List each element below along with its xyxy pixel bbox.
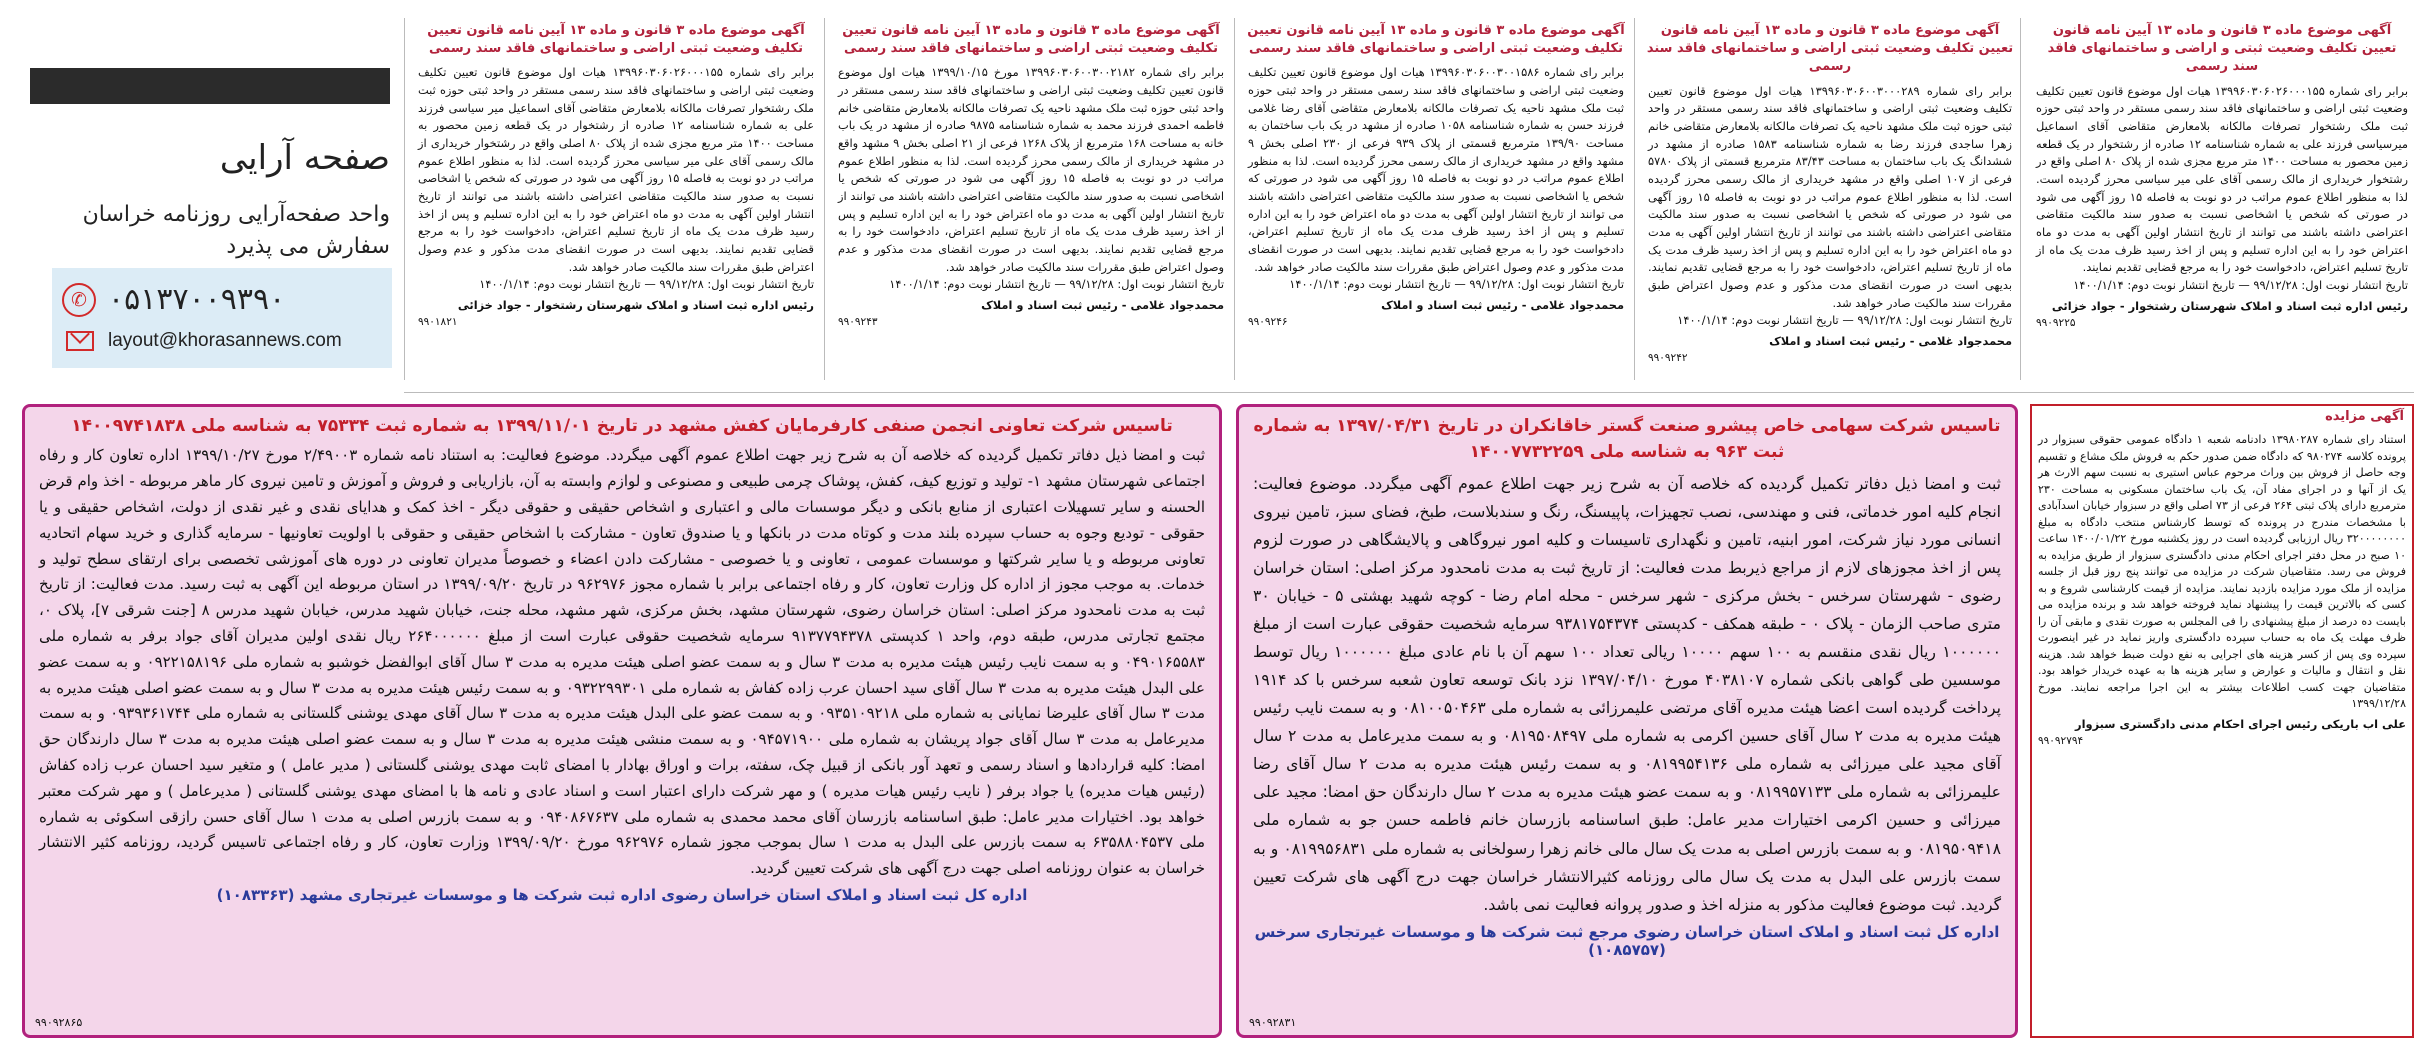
notice-dates: تاریخ انتشار نوبت اول: ۹۹/۱۲/۲۸ — تاریخ انتشار نوبت دوم: ۱۴۰۰/۱/۱۴ (2073, 277, 2408, 292)
notice-3 (1242, 20, 1630, 380)
notice-2 (1642, 20, 2018, 380)
notice-dates: تاریخ انتشار نوبت اول: ۹۹/۱۲/۲۸ — تاریخ انتشار نوبت دوم: ۱۴۰۰/۱/۱۴ (889, 277, 1224, 292)
notice-title: آگهی موضوع ماده ۳ قانون و ماده ۱۳ آیین نامه قانون تعیین تکلیف وضعیت ثبتی اراضی و ساختمانهای فاقد سند رسمی (842, 23, 1220, 57)
registration-code: ۹۹۰۹۲۸۶۵ (35, 1016, 83, 1029)
notice-body: برابر رای شماره ۱۳۹۹۶۰۳۰۶۰۲۶۰۰۰۱۵۵ هیات اول موضوع قانون تعیین تکلیف وضعیت ثبتی اراضی و ساختمانهای فاقد سند رسمی مستقر در واحد ثبتی حوزه ثبت ملک رشتخوار تصرفات مالکانه بلامعارض متقاضی آقای اسماعیل میرسیاسی فرزند علی به شماره شناسنامه ۱۲ صادره از رشتخوار در یک قطعه زمین محصور به مساحت ۱۴۰۰ متر مربع مجزی شده از پلاک ۸۰ اصلی واقع در رشتخوار خریداری از مالک رسمی آقای علی میر سیاسی محرز گردیده است. لذا به منظور اطلاع عموم مراتب در دو نوبت به فاصله ۱۵ روز آگهی می شود در صورتی که شخص یا اشخاصی نسبت به صدور سند مالکیت متقاضی اعتراضی داشته باشند می توانند از تاریخ انتشار اولین آگهی به مدت دو ماه اعتراض خود را به این اداره تسلیم و پس از اخذ رسید ظرف مدت یک ماه از تاریخ تسلیم اعتراض، دادخواست خود را به مرجع قضایی تقدیم نمایند. (2036, 83, 2408, 275)
auction-code: ۹۹۰۹۲۷۹۴ (2038, 734, 2084, 747)
auction-body: استناد رای شماره ۱۳۹۸۰۲۸۷ دادنامه شعبه ۱ دادگاه عمومی حقوقی سبزوار در پرونده کلاسه ۹۸۰۲۷۴ که دادگاه ضمن صدور حکم به فروش ملک مشاع و تقسیم وجه حاصل از فروش بین وراث مرحوم عباس استیری به نسبت سهم الارث هر یک از آنها و در اجرای مفاد آن، یک باب ساختمان مسکونی به مساحت ۲۳۰ مترمربع دارای پلاک ثبتی ۲۶۴ فرعی از ۷۳ اصلی واقع در سبزوار خیابان اسدآبادی با مشخصات مندرج در پرونده که توسط کارشناس منتخب دادگاه به مبلغ ۳۲۰۰۰۰۰۰۰۰ ریال ارزیابی گردیده است در روز یکشنبه مورخ ۱۴۰۰/۰۱/۲۲ ساعت ۱۰ صبح در محل دفتر اجرای احکام مدنی دادگستری سبزوار از طریق مزایده به فروش می رسد. متقاضیان شرکت در مزایده می توانند پنج روز قبل از جلسه مزایده از ملک مورد مزایده بازدید نمایند. مزایده از قیمت کارشناسی شروع و به کسی که بالاترین قیمت را پیشنهاد نماید فروخته خواهد شد و برنده مزایده می بایست ده درصد از مبلغ پیشنهادی را فی المجلس به صورت نقدی و مابقی آن را ظرف مهلت یک ماه به حساب سپرده دادگستری واریز نماید در غیر اینصورت سپرده وی پس از کسر هزینه های اجرایی به نفع دولت ضبط خواهد شد. هزینه نقل و انتقال و مالیات و عوارض و سایر هزینه ها به عهده خریدار خواهد بود. متقاضیان جهت کسب اطلاعات بیشتر به این اجرا مراجعه نمایند. مورخ ۱۳۹۹/۱۲/۲۸ (2038, 433, 2406, 711)
row-divider (404, 392, 2414, 393)
notice-4 (832, 20, 1230, 380)
registration-code: ۹۹۰۹۲۸۳۱ (1249, 1016, 1297, 1029)
notice-dates: تاریخ انتشار نوبت اول: ۹۹/۱۲/۲۸ — تاریخ انتشار نوبت دوم: ۱۴۰۰/۱/۱۴ (1677, 313, 2012, 328)
notice-code: ۹۹۰۹۲۲۵ (2036, 316, 2076, 329)
auction-signature: علی اب باریکی رئیس اجرای احکام مدنی دادگستری سبزوار (2075, 716, 2406, 731)
notice-signature: محمدجواد غلامی - رئیس ثبت اسناد و املاک (1381, 298, 1624, 313)
company-registration-sarakhs (1236, 404, 2018, 1038)
registration-footer: اداره کل ثبت اسناد و املاک استان خراسان رضوی اداره ثبت شرکت ها و موسسات غیرتجاری مشهد (۱۰۸۳۳۶۳) (216, 885, 1028, 904)
notice-5 (412, 20, 820, 380)
column-divider (1634, 18, 1635, 380)
notice-title: آگهی موضوع ماده ۳ قانون و ماده ۱۳ آیین نامه قانون تعیین تکلیف وضعیت ثبتی و اراضی و ساختمانهای فاقد سند رسمی (2047, 23, 2397, 75)
registration-footer: اداره کل ثبت اسناد و املاک استان خراسان رضوی مرجع ثبت شرکت ها و موسسات غیرتجاری سرخس (۱۰۸۵۷۵۷) (1254, 922, 2000, 959)
column-divider (2020, 18, 2021, 380)
column-divider (1234, 18, 1235, 380)
auction-title: آگهی مزایده (2325, 409, 2404, 424)
ad-title: صفحه آرایی (219, 138, 390, 178)
notice-dates: تاریخ انتشار نوبت اول: ۹۹/۱۲/۲۸ — تاریخ انتشار نوبت دوم: ۱۴۰۰/۱/۱۴ (479, 277, 814, 292)
notice-signature: رئیس اداره ثبت اسناد و املاک شهرستان رشتخوار - جواد خزائی (2051, 298, 2408, 313)
notice-body: برابر رای شماره ۱۳۹۹۶۰۳۰۶۰۰۳۰۰۲۱۸۲ مورخ ۱۳۹۹/۱۰/۱۵ هیات اول موضوع قانون تعیین تکلیف وضعیت ثبتی اراضی و ساختمانهای فاقد سند رسمی مستقر در واحد ثبتی حوزه ثبت ملک مشهد ناحیه یک تصرفات مالکانه بلامعارض متقاضی خانم فاطمه احمدی فرزند محمد به شماره شناسنامه ۹۸۷۵ صادره از مشهد در یک باب خانه به مساحت ۱۶۸ مترمربع از پلاک ۱۲۶۸ فرعی از ۲۱ اصلی بخش ۹ مشهد واقع در مشهد خریداری از مالک رسمی محرز گردیده است. لذا به منظور اطلاع عموم مراتب در دو نوبت به فاصله ۱۵ روز آگهی می شود در صورتی که شخص یا اشخاصی نسبت به صدور سند مالکیت متقاضی اعتراضی داشته باشند می توانند از تاریخ انتشار اولین آگهی به مدت دو ماه اعتراض خود را به این اداره تسلیم و پس از اخذ رسید ظرف مدت یک ماه از تاریخ تسلیم اعتراض، دادخواست خود را به مرجع قضایی تقدیم نمایند. بدیهی است در صورت انقضای مدت مذکور و عدم وصول اعتراض طبق مقررات سند مالکیت صادر خواهد شد. (838, 65, 1224, 274)
ad-line-1: واحد صفحه‌آرایی روزنامه خراسان (82, 202, 390, 227)
envelope-icon (66, 331, 94, 351)
notice-title: آگهی موضوع ماده ۳ قانون و ماده ۱۳ آیین نامه قانون تعیین تکلیف وضعیت ثبتی اراضی و ساختمانهای فاقد سند رسمی (1646, 23, 2014, 75)
ad-phone-row (62, 282, 285, 317)
notice-signature: محمدجواد غلامی - رئیس ثبت اسناد و املاک (1769, 333, 2012, 348)
notice-1 (2030, 20, 2414, 380)
ad-phone-number[interactable]: ۰۵۱۳۷۰۰۹۳۹۰ (108, 282, 286, 317)
ad-mail-row (62, 330, 342, 352)
notice-body: برابر رای شماره ۱۳۹۹۶۰۳۰۶۰۰۳۰۰۱۵۸۶ هیات اول موضوع قانون تعیین تکلیف وضعیت ثبتی اراضی و ساختمانهای فاقد سند رسمی مستقر در واحد ثبتی حوزه ثبت ملک مشهد ناحیه یک تصرفات مالکانه بلامعارض متقاضی آقای رضا غلامی فرزند حسن به شماره شناسنامه ۱۰۵۸ صادره از مشهد در یک باب ساختمان به مساحت ۱۳۹/۹۰ مترمربع قسمتی از پلاک ۹۳۹ فرعی از ۲۳۰ اصلی بخش ۹ مشهد واقع در مشهد خریداری از مالک رسمی محرز گردیده است. لذا به منظور اطلاع عموم مراتب در دو نوبت به فاصله ۱۵ روز آگهی می شود در صورتی که شخص یا اشخاصی نسبت به صدور سند مالکیت متقاضی اعتراضی داشته باشند می توانند از تاریخ انتشار اولین آگهی به مدت دو ماه اعتراض خود را به این اداره تسلیم و پس از اخذ رسید ظرف مدت یک ماه از تاریخ تسلیم اعتراض، دادخواست خود را به مرجع قضایی تقدیم نمایند. بدیهی است در صورت انقضای مدت مذکور و عدم وصول اعتراض طبق مقررات سند مالکیت صادر خواهد شد. (1248, 65, 1624, 274)
notice-code: ۹۹۰۹۲۴۳ (838, 316, 878, 329)
notice-dates: تاریخ انتشار نوبت اول: ۹۹/۱۲/۲۸ — تاریخ انتشار نوبت دوم: ۱۴۰۰/۱/۱۴ (1289, 277, 1624, 292)
ad-contact-box (52, 268, 392, 368)
notice-signature: رئیس اداره ثبت اسناد و املاک شهرستان رشتخوار - جواد خزائی (457, 298, 814, 313)
registration-body: ثبت و امضا ذیل دفاتر تکمیل گردیده که خلاصه آن به شرح زیر جهت اطلاع عموم آگهی میگردد. موضوع فعالیت: انجام کلیه امور خدماتی، فنی و مهندسی، نصب تجهیزات، پاپیسنگ، رنگ و سندبلاست، طبخ، فضای سبز، تامین نیروی انسانی مورد نیاز شرکت، امور ابنیه، تامین و نگهداری تاسیسات و کلیه امور نیروگاهی و پالایشگاهی در صورت لزوم پس از اخذ مجوزهای لازم از مراجع ذیربط مدت فعالیت: از تاریخ ثبت به مدت نامحدود مرکز اصلی: استان خراسان رضوی - شهرستان سرخس - بخش مرکزی - شهر سرخس - محله امام رضا - کوچه شهید بهشتی ۵ - خیابان ۳۰ متری صاحب الزمان - پلاک ۰ - طبقه همکف - کدپستی ۹۳۸۱۷۵۴۳۷۴ سرمایه شخصیت حقوقی عبارت است از مبلغ ۱۰۰۰۰۰۰ ریال نقدی منقسم به ۱۰۰ سهم ۱۰۰۰۰ ریالی تعداد ۱۰۰ سهم آن با نام عادی مبلغ ۱۰۰۰۰۰۰ ریال توسط موسسین طی گواهی بانکی شماره ۴۰۳۸۱۰۷ مورخ ۱۳۹۷/۰۴/۱۰ نزد بانک توسعه تعاون شعبه سرخس با کد ۱۹۱۴ پرداخت گردیده است اعضا هیئت مدیره آقای مرتضی علیمرزائی به شماره ملی ۰۸۱۰۰۵۰۴۶۳ و به سمت نایب رئیس هیئت مدیره به مدت ۲ سال آقای حسین اکرمی به شماره ملی ۰۸۱۹۵۰۸۴۹۷ و به سمت مدیرعامل به مدت ۲ سال آقای مجید علی میرزائی به شماره ملی ۰۸۱۹۹۵۴۱۳۶ و به سمت رئیس هیئت مدیره به مدت ۲ سال آقای رضا علیمرزائی به شماره ملی ۰۸۱۹۹۵۷۱۳۳ و به سمت عضو هیئت مدیره به مدت ۲ سال دارندگان حق امضا: مجید علی میرزائی و حسین اکرمی اختیارات مدیر عامل: طبق اساسنامه بازرسان خانم فاطمه حسن جو به شماره ملی ۰۸۱۹۵۰۹۴۱۸ و به سمت بازرس اصلی به مدت یک سال مالی خانم زهرا رسولخانی به شماره ملی ۰۸۱۹۹۵۶۸۳۱ و به سمت بازرس علی البدل به مدت یک سال مالی روزنامه کثیرالانتشار خراسان جهت درج آگهی های شرکت تعیین گردید. ثبت موضوع فعالیت مذکور به منزله اخذ و صدور پروانه فعالیت نمی باشد. (1253, 474, 2001, 914)
phone-icon: ✆ (62, 283, 96, 317)
column-divider (404, 18, 405, 380)
auction-notice (2030, 404, 2414, 1038)
notice-body: برابر رای شماره ۱۳۹۹۶۰۳۰۶۰۲۶۰۰۰۱۵۵ هیات اول موضوع قانون تعیین تکلیف وضعیت ثبتی اراضی و ساختمانهای فاقد سند رسمی مستقر در واحد ثبتی حوزه ثبت ملک رشتخوار تصرفات مالکانه بلامعارض متقاضی آقای اسماعیل میر سیاسی فرزند علی به شماره شناسنامه ۱۲ صادره از رشتخوار در یک قطعه زمین محصور به مساحت ۱۴۰۰ متر مربع مجزی شده از پلاک ۸۰ اصلی واقع در رشتخوار خریداری از مالک رسمی آقای علی میر سیاسی محرز گردیده است. لذا به منظور اطلاع عموم مراتب در دو نوبت به فاصله ۱۵ روز آگهی می شود در صورتی که شخص یا اشخاصی نسبت به صدور سند مالکیت متقاضی اعتراضی داشته باشند می توانند از تاریخ انتشار اولین آگهی به مدت دو ماه اعتراض خود را به این اداره تسلیم و پس از اخذ رسید ظرف مدت یک ماه از تاریخ تسلیم اعتراض، دادخواست خود را به مرجع قضایی تقدیم نمایند. بدیهی است در صورت انقضای مدت مذکور و عدم وصول اعتراض طبق مقررات سند مالکیت صادر خواهد شد. (418, 65, 814, 274)
column-divider (824, 18, 825, 380)
registration-body: ثبت و امضا ذیل دفاتر تکمیل گردیده که خلاصه آن به شرح زیر جهت اطلاع عموم آگهی میگردد. موضوع فعالیت: به استناد نامه شماره ۲/۴۹۰۰۳ مورخ ۱۳۹۹/۱۰/۲۷ اداره تعاون کار و رفاه اجتماعی شهرستان مشهد ۱- تولید و توزیع کیف، کفش، پوشاک چرمی طبیعی و مصنوعی و لوازم وابسته به آن، بازاریابی و فروش و آموزش و تامین نیروی کار ماهر مربوطه - اخذ وام قرض الحسنه و سایر تسهیلات اعتباری از منابع بانکی و دیگر موسسات مالی و اعتباری و اشخاص حقیقی و حقوقی دیگر - اخذ کمک و هدایای نقدی و غیر نقدی از دولت، اشخاص حقیقی و یا حقوقی - تودیع وجوه به حساب سپرده بلند مدت و کوتاه مدت در بانکها و یا صندوق تعاون - مشارکت با اشخاص حقیقی و حقوقی با اولویت تعاونیها - سرمایه گذاری و خرید سهام اتحادیه تعاونی مربوطه و یا سایر شرکتها و موسسات عمومی ، تعاونی و یا خصوصی - مشارکت دادن اعضاء و خصوصاً مدیران تعاونی در دوره های آموزشی تخصصی برای ارتقای سطح تولید و خدمات. به موجب مجوز از اداره کل وزارت تعاون، کار و رفاه اجتماعی برابر با شماره مجوز ۹۶۲۹۷۶ در تاریخ ۱۳۹۹/۰۹/۲۰ در استان مربوطه این آگهی به ثبت رسید. مدت فعالیت: از تاریخ ثبت به مدت نامحدود مرکز اصلی: استان خراسان رضوی، شهرستان مشهد، بخش مرکزی، شهر مشهد، محله جنت، خیابان شهید مدرس، خیابان شهید مدرس ۸ [جنت شرقی ۷]، پلاک ۰، مجتمع تجارتی مدرس، طبقه دوم، واحد ۱ کدپستی ۹۱۳۷۷۹۴۳۷۸ سرمایه شخصیت حقوقی عبارت است از مبلغ ۲۶۴۰۰۰۰۰۰ ریال نقدی اولین مدیران آقای جواد برفر به شماره ملی ۰۴۹۰۱۶۵۵۸۳ و به سمت نایب رئیس هیئت مدیره به مدت ۳ سال و به سمت عضو اصلی هیئت مدیره به مدت ۳ سال آقای ابوالفضل خوشبو به شماره ملی ۰۹۲۲۱۵۸۱۹۶ و به سمت عضو علی البدل هیئت مدیره به مدت ۳ سال آقای سید احسان عرب زاده کفاش به شماره ملی ۰۹۳۲۲۹۹۳۰۱ و به سمت رئیس هیئت مدیره به مدت ۳ سال و به سمت عضو اصلی هیئت مدیره به مدت ۳ سال آقای علیرضا نمایانی به شماره ملی ۰۹۳۵۱۰۹۲۱۸ و به سمت عضو علی البدل هیئت مدیره به مدت ۳ سال آقای مهدی یوشنی گلستانی به شماره ملی ۰۹۳۹۳۶۱۷۴۴ و به سمت مدیرعامل به مدت ۳ سال آقای جواد پریشان به شماره ملی ۰۹۴۵۷۱۹۰۰ و به سمت منشی هیئت مدیره به مدت ۳ سال و به سمت عضو اصلی هیئت مدیره به مدت ۳ سال دارندگان حق امضا: کلیه قراردادها و اسناد رسمی و تعهد آور بانکی از قبیل چک، سفته، برات و اوراق بهادار با امضای ثابت مهدی یوشنی گلستانی ( مدیر عامل ) و متغیر سید احسان عرب زاده کفاش (رئیس هیات مدیره) یا جواد برفر ( نایب رئیس هیات مدیره ) و مهر شرکت دارای اعتبار است و اسناد عادی و نامه ها با امضای مهدی یوشنی گلستانی ( مدیرعامل ) و مهر شرکت معتبر خواهد بود. اختیارات مدیر عامل: طبق اساسنامه بازرسان آقای محمد محمدی به شماره ملی ۰۹۴۰۸۶۷۶۳۷ و به سمت بازرس اصلی به مدت ۱ سال آقای حسن رازقی اسکوئی به شماره ملی ۶۳۵۸۸۰۴۵۳۷ به سمت بازرس علی البدل به مدت ۱ سال بموجب مجوز شماره ۹۶۲۹۷۶ مورخ ۱۳۹۹/۰۹/۲۰ وزارت تعاون، کار و رفاه اجتماعی تاسیس گردید، روزنامه کثیر الانتشار خراسان به عنوان روزنامه اصلی جهت درج آگهی های شرکت تعیین گردید. (39, 446, 1206, 878)
notice-signature: محمدجواد غلامی - رئیس ثبت اسناد و املاک (981, 298, 1224, 313)
notice-body: برابر رای شماره ۱۳۹۹۶۰۳۰۶۰۰۳۰۰۰۲۸۹ هیات اول موضوع قانون تعیین تکلیف وضعیت ثبتی اراضی و ساختمانهای فاقد سند رسمی مستقر در واحد ثبتی حوزه ثبت ملک مشهد ناحیه یک تصرفات مالکانه بلامعارض متقاضی خانم زهرا ساجدی فرزند رضا به شماره شناسنامه ۱۵۸۳ صادره از مشهد در ششدانگ یک باب ساختمان به مساحت ۸۳/۴۳ مترمربع قسمتی از پلاک ۵۷۸۰ فرعی از ۱۰۷ اصلی واقع در مشهد خریداری از مالک رسمی محرز گردیده است. لذا به منظور اطلاع عموم مراتب در دو نوبت به فاصله ۱۵ روز آگهی می شود در صورتی که شخص یا اشخاصی نسبت به صدور سند مالکیت متقاضی اعتراضی داشته باشند می توانند از تاریخ انتشار اولین آگهی به مدت دو ماه اعتراض خود را به این اداره تسلیم و پس از اخذ رسید ظرف مدت یک ماه از تاریخ تسلیم اعتراض، دادخواست خود را به مرجع قضایی تقدیم نمایند. بدیهی است در صورت انقضای مدت مذکور و عدم وصول اعتراض طبق مقررات سند مالکیت صادر خواهد شد. (1648, 83, 2012, 310)
notice-code: ۹۹۰۹۲۴۲ (1648, 351, 1688, 364)
notice-title: آگهی موضوع ماده ۳ قانون و ماده ۱۳ آیین نامه قانون تعیین تکلیف وضعیت ثبتی اراضی و ساختمانهای فاقد سند رسمی (1247, 23, 1625, 57)
notice-title: آگهی موضوع ماده ۳ قانون و ماده ۱۳ آیین نامه قانون تعیین تکلیف وضعیت ثبتی اراضی و ساختمانهای فاقد سند رسمی (427, 23, 805, 57)
notice-code: ۹۹۰۹۲۴۶ (1248, 316, 1288, 329)
ad-line-2: سفارش می پذیرد (226, 234, 390, 259)
notice-code: ۹۹۰۱۸۲۱ (418, 316, 458, 329)
company-registration-mashhad (22, 404, 1222, 1038)
registration-title: تاسیس شرکت تعاونی انجمن صنفی کارفرمایان کفش مشهد در تاریخ ۱۳۹۹/۱۱/۰۱ به شماره ثبت ۷۵۳۳۴ به شناسه ملی ۱۴۰۰۹۷۴۱۸۳۸ (71, 416, 1173, 436)
ad-black-bar (30, 68, 390, 104)
registration-title: تاسیس شرکت سهامی خاص پیشرو صنعت گستر خاقانکران در تاریخ ۱۳۹۷/۰۴/۳۱ به شماره ثبت ۹۶۳ به شناسه ملی ۱۴۰۰۷۷۳۲۲۵۹ (1253, 416, 2001, 463)
layout-service-ad (22, 20, 390, 380)
ad-email[interactable]: layout@khorasannews.com (108, 330, 342, 351)
